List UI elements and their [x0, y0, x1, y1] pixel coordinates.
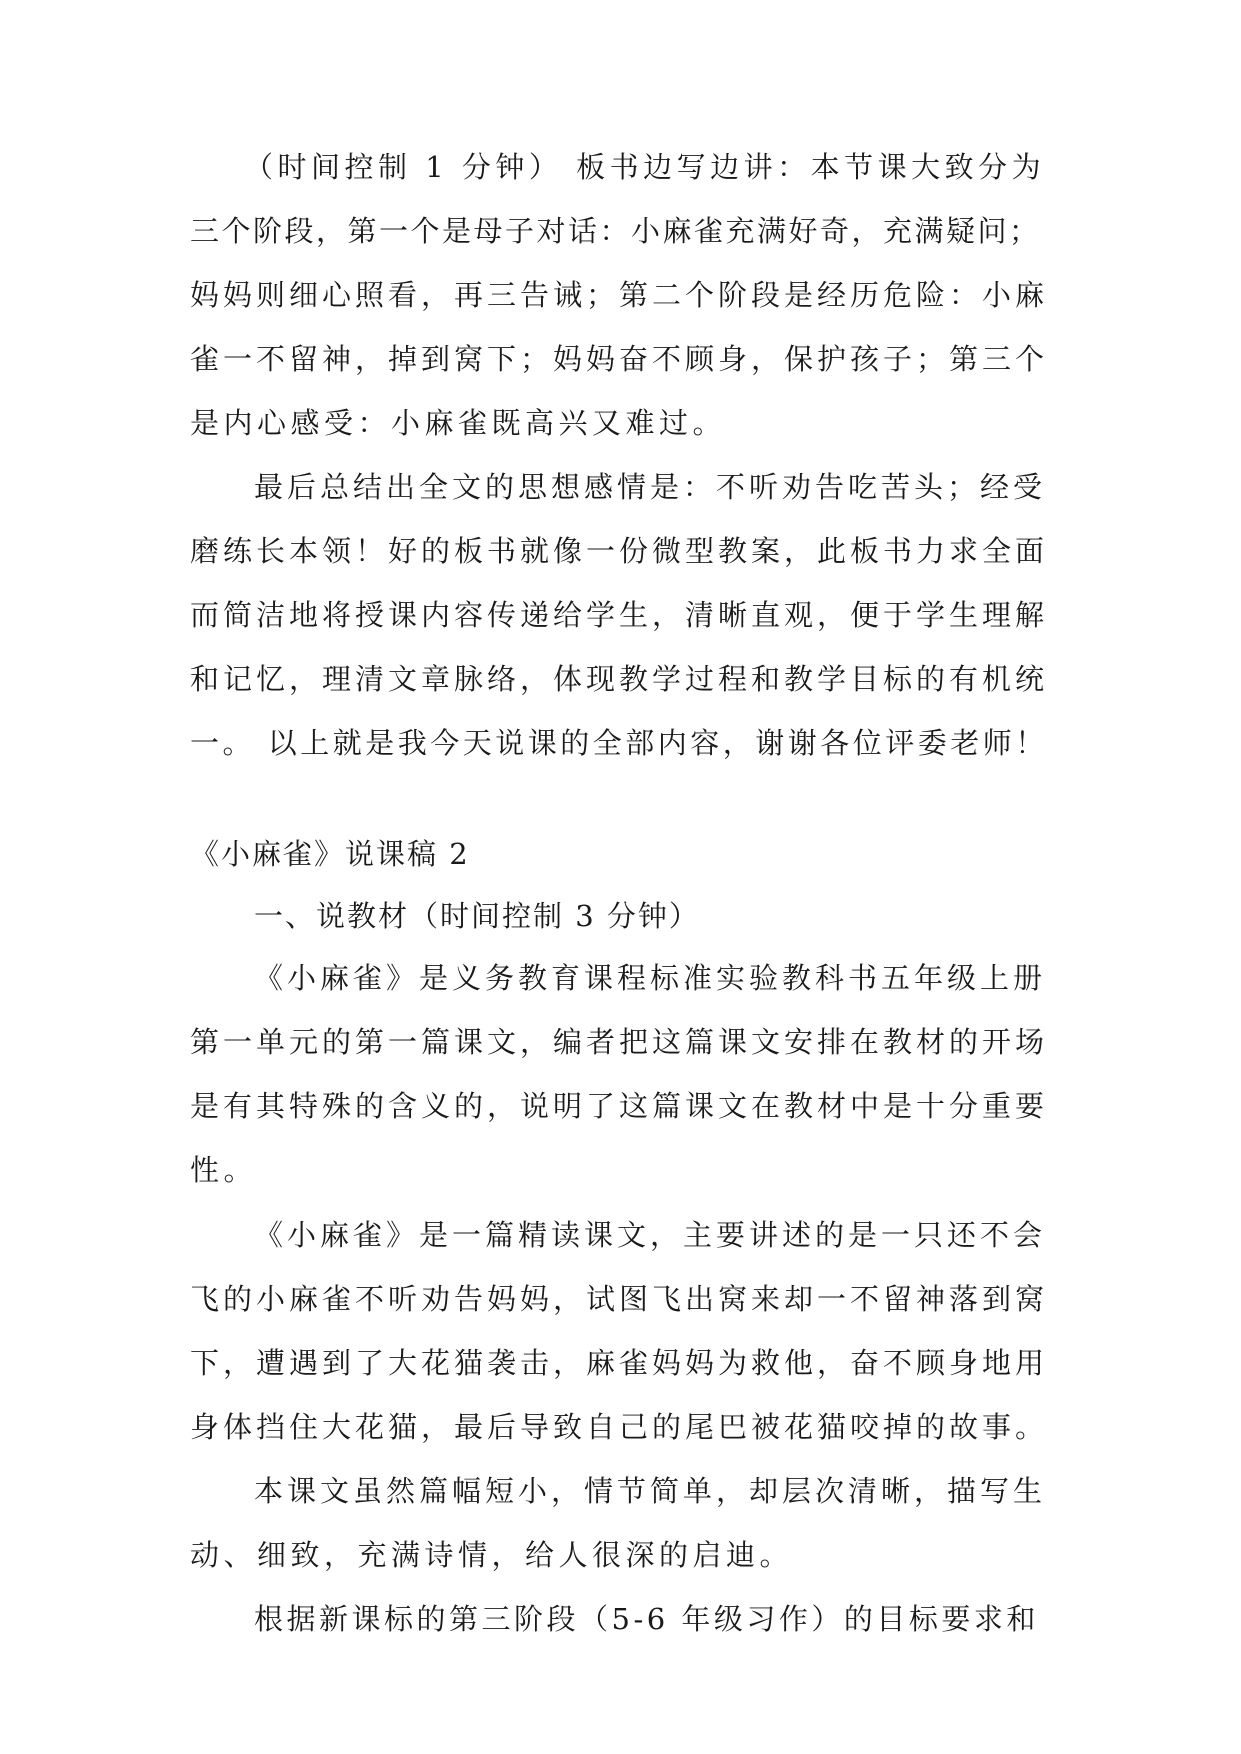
- text-line: （时间控制 1 分钟） 板书边写边讲：本节课大致分为: [244, 150, 1046, 184]
- text-line: 一。 以上就是我今天说课的全部内容，谢谢各位评委老师！: [190, 726, 1048, 760]
- text-line: 而简洁地将授课内容传递给学生，清晰直观，便于学生理解: [190, 598, 1049, 632]
- text-line: 磨练长本领！好的板书就像一份微型教案，此板书力求全面: [190, 534, 1049, 568]
- text-line: 动、细致，充满诗情，给人很深的启迪。: [190, 1538, 794, 1572]
- text-line: 三个阶段，第一个是母子对话：小麻雀充满好奇，充满疑问；: [190, 214, 1041, 248]
- paragraph-curriculum: [190, 1587, 1050, 1651]
- document-heading: 《小麻雀》说课稿 2: [190, 837, 470, 871]
- text-line: 雀一不留神，掉到窝下；妈妈奋不顾身，保护孩子；第三个: [190, 342, 1049, 376]
- text-line: 最后总结出全文的思想感情是：不听劝告吃苦头；经受: [254, 470, 1047, 504]
- paragraph-story-summary: [190, 1203, 1050, 1459]
- text-line: 根据新课标的第三阶段（5-6 年级习作）的目标要求和: [254, 1602, 1039, 1636]
- paragraph-board-writing: [190, 135, 1050, 455]
- text-line: 飞的小麻雀不听劝告妈妈，试图飞出窝来却一不留神落到窝: [190, 1282, 1049, 1316]
- text-line: 身体挡住大花猫，最后导致自己的尾巴被花猫咬掉的故事。: [190, 1410, 1049, 1444]
- text-line: 《小麻雀》是义务教育课程标准实验教科书五年级上册: [254, 961, 1047, 995]
- section-title: 一、说教材（时间控制 3 分钟）: [254, 899, 700, 933]
- text-line: 性。: [190, 1153, 258, 1187]
- paragraph-features: [190, 1459, 1050, 1587]
- paragraph-textbook: [190, 946, 1050, 1202]
- text-line: 第一单元的第一篇课文，编者把这篇课文安排在教材的开场: [190, 1025, 1049, 1059]
- text-line: 本课文虽然篇幅短小，情节简单，却层次清晰，描写生: [254, 1474, 1047, 1508]
- text-line: 《小麻雀》是一篇精读课文，主要讲述的是一只还不会: [254, 1218, 1047, 1252]
- text-line: 是有其特殊的含义的，说明了这篇课文在教材中是十分重要: [190, 1089, 1049, 1123]
- text-line: 妈妈则细心照看，再三告诫；第二个阶段是经历危险：小麻: [190, 278, 1049, 312]
- text-line: 和记忆，理清文章脉络，体现教学过程和教学目标的有机统: [190, 662, 1049, 696]
- text-line: 是内心感受：小麻雀既高兴又难过。: [190, 406, 727, 440]
- text-line: 下，遭遇到了大花猫袭击，麻雀妈妈为救他，奋不顾身地用: [190, 1346, 1049, 1380]
- paragraph-summary: [190, 455, 1050, 775]
